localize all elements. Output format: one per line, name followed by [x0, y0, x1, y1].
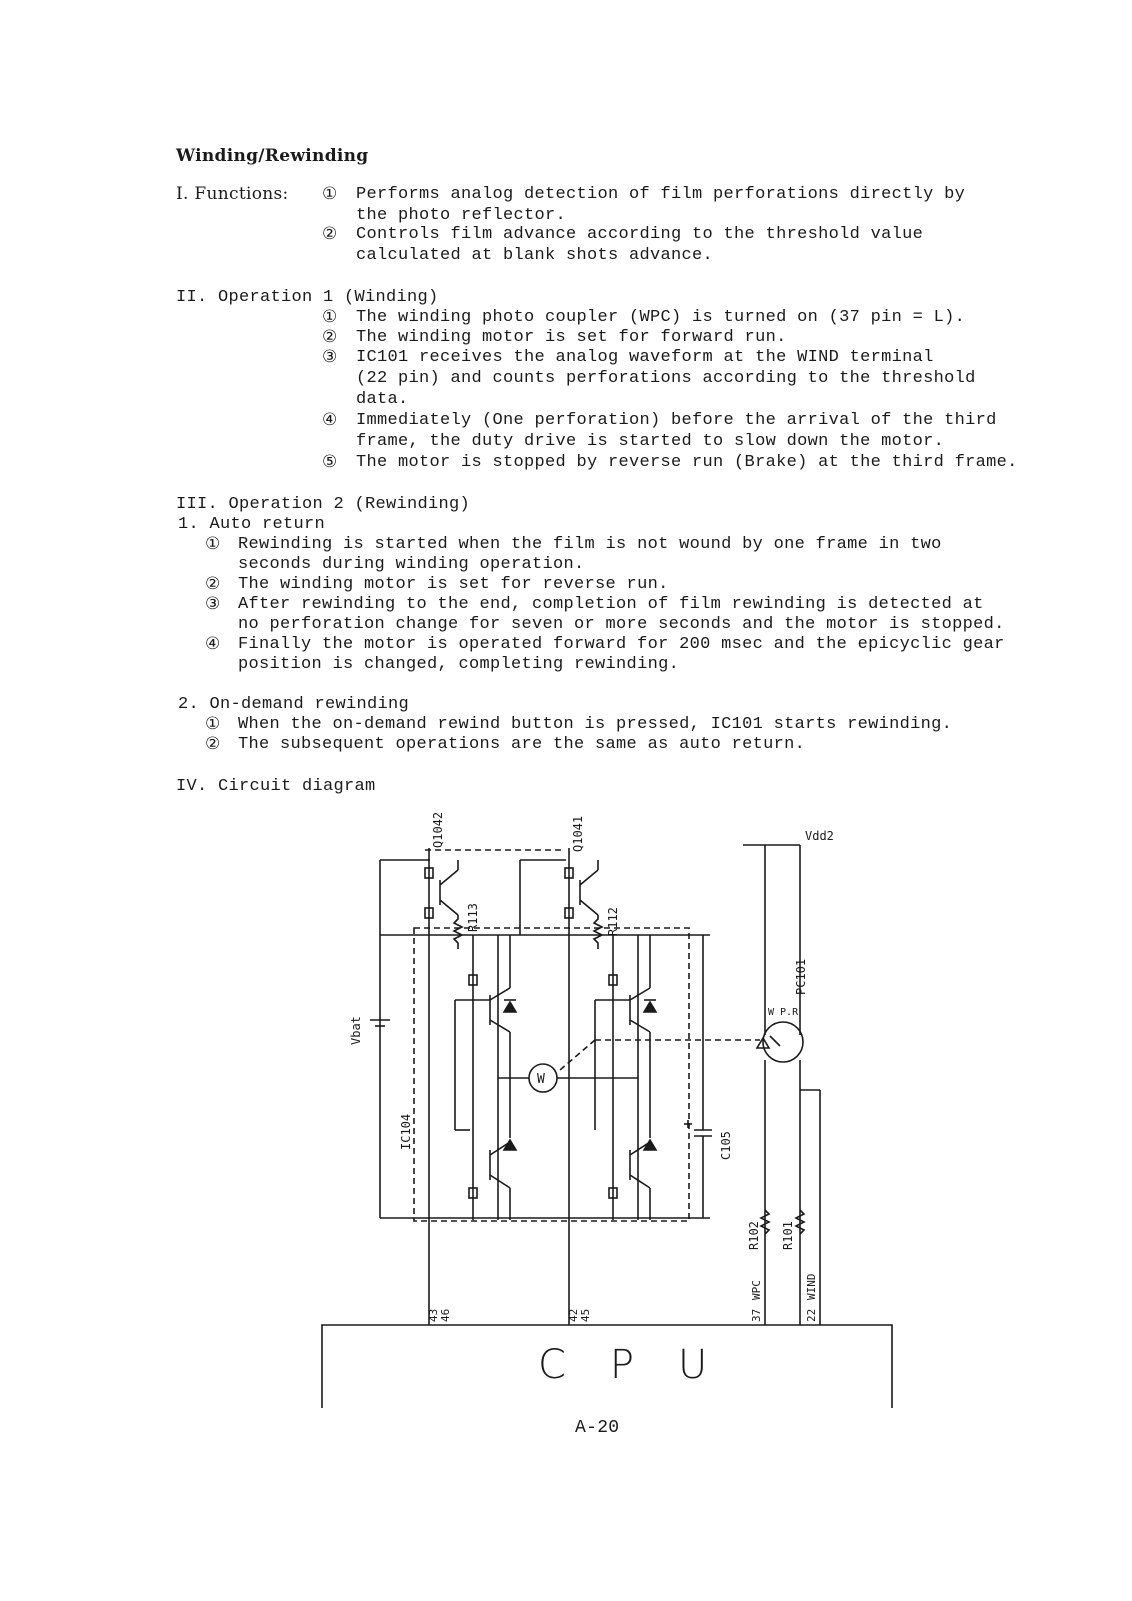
label-r112: R112 — [606, 907, 620, 936]
list-item-text: After rewinding to the end, completion of film rewinding is detected at — [238, 595, 984, 614]
label-r102: R102 — [747, 1221, 761, 1250]
page-title: Winding/Rewinding — [176, 146, 369, 166]
list-item-text: The motor is stopped by reverse run (Brake) at the third frame. — [356, 453, 1018, 472]
label-r113: R113 — [466, 903, 480, 932]
section-3-label: III. Operation 2 (Rewinding) — [176, 495, 471, 514]
list-item-number: ③ — [205, 594, 221, 614]
list-item-text: calculated at blank shots advance. — [356, 246, 714, 265]
label-q1041: Q1041 — [571, 815, 585, 852]
list-item-text: The winding motor is set for reverse run. — [238, 575, 669, 594]
list-item-text: (22 pin) and counts perforations according to the threshold — [356, 369, 976, 388]
cpu-label: CPU — [538, 1342, 752, 1388]
list-item-text: Immediately (One perforation) before the arrival of the third — [356, 411, 997, 430]
list-item-text: Rewinding is started when the film is not wound by one frame in two — [238, 535, 942, 554]
list-item-text: The subsequent operations are the same as auto return. — [238, 735, 806, 754]
label-wind: WIND — [805, 1273, 818, 1300]
motor-label: W — [537, 1072, 545, 1087]
list-item-text: IC101 receives the analog waveform at the WIND terminal — [356, 348, 934, 367]
list-item-number: ④ — [205, 634, 221, 654]
label-c105: C105 — [719, 1131, 733, 1160]
label-ic104: IC104 — [399, 1113, 413, 1150]
label-wpr: W P.R — [768, 1007, 799, 1018]
subsection-label: 2. On-demand rewinding — [178, 695, 410, 714]
label-wpc: WPC — [750, 1280, 763, 1300]
list-item-number: ② — [205, 574, 221, 594]
list-item-number: ① — [205, 534, 221, 554]
list-item-number: ② — [205, 734, 221, 754]
section-1-label: I. Functions: — [176, 184, 289, 204]
section-2-label: II. Operation 1 (Winding) — [176, 288, 439, 307]
label-vbat: Vbat — [349, 1016, 363, 1045]
pin-37: 37 — [750, 1308, 763, 1322]
pin-46: 46 — [439, 1308, 452, 1322]
list-item-text: Performs analog detection of film perforations directly by — [356, 185, 966, 204]
section-4-label: IV. Circuit diagram — [176, 777, 376, 796]
label-vdd2: Vdd2 — [805, 829, 834, 843]
pin-43: 43 — [427, 1308, 440, 1322]
list-item-text: The winding motor is set for forward run. — [356, 328, 787, 347]
list-item-text: position is changed, completing rewinding. — [238, 655, 680, 674]
page-number: A-20 — [575, 1418, 620, 1438]
label-r101: R101 — [781, 1221, 795, 1250]
list-item-number: ② — [322, 224, 338, 244]
subsection-label: 1. Auto return — [178, 515, 326, 534]
list-item-text: The winding photo coupler (WPC) is turned on (37 pin = L). — [356, 308, 966, 327]
list-item-number: ③ — [322, 347, 338, 367]
list-item-number: ⑤ — [322, 452, 338, 472]
list-item-number: ④ — [322, 410, 338, 430]
list-item-text: no perforation change for seven or more seconds and the motor is stopped. — [238, 615, 1005, 634]
list-item-text: seconds during winding operation. — [238, 555, 585, 574]
list-item-text: When the on-demand rewind button is pressed, IC101 starts rewinding. — [238, 715, 953, 734]
pin-42: 42 — [567, 1308, 580, 1322]
list-item-number: ① — [205, 714, 221, 734]
label-q1042: Q1042 — [431, 811, 445, 848]
pin-45: 45 — [579, 1308, 592, 1322]
list-item-number: ① — [322, 184, 338, 204]
list-item-text: Controls film advance according to the threshold value — [356, 225, 924, 244]
label-pc101: PC101 — [794, 958, 808, 995]
list-item-text: Finally the motor is operated forward for 200 msec and the epicyclic gear — [238, 635, 1005, 654]
list-item-number: ② — [322, 327, 338, 347]
list-item-number: ① — [322, 307, 338, 327]
pin-22: 22 — [805, 1308, 818, 1322]
list-item-text: data. — [356, 390, 409, 409]
list-item-text: frame, the duty drive is started to slow down the motor. — [356, 432, 945, 451]
list-item-text: the photo reflector. — [356, 206, 567, 225]
